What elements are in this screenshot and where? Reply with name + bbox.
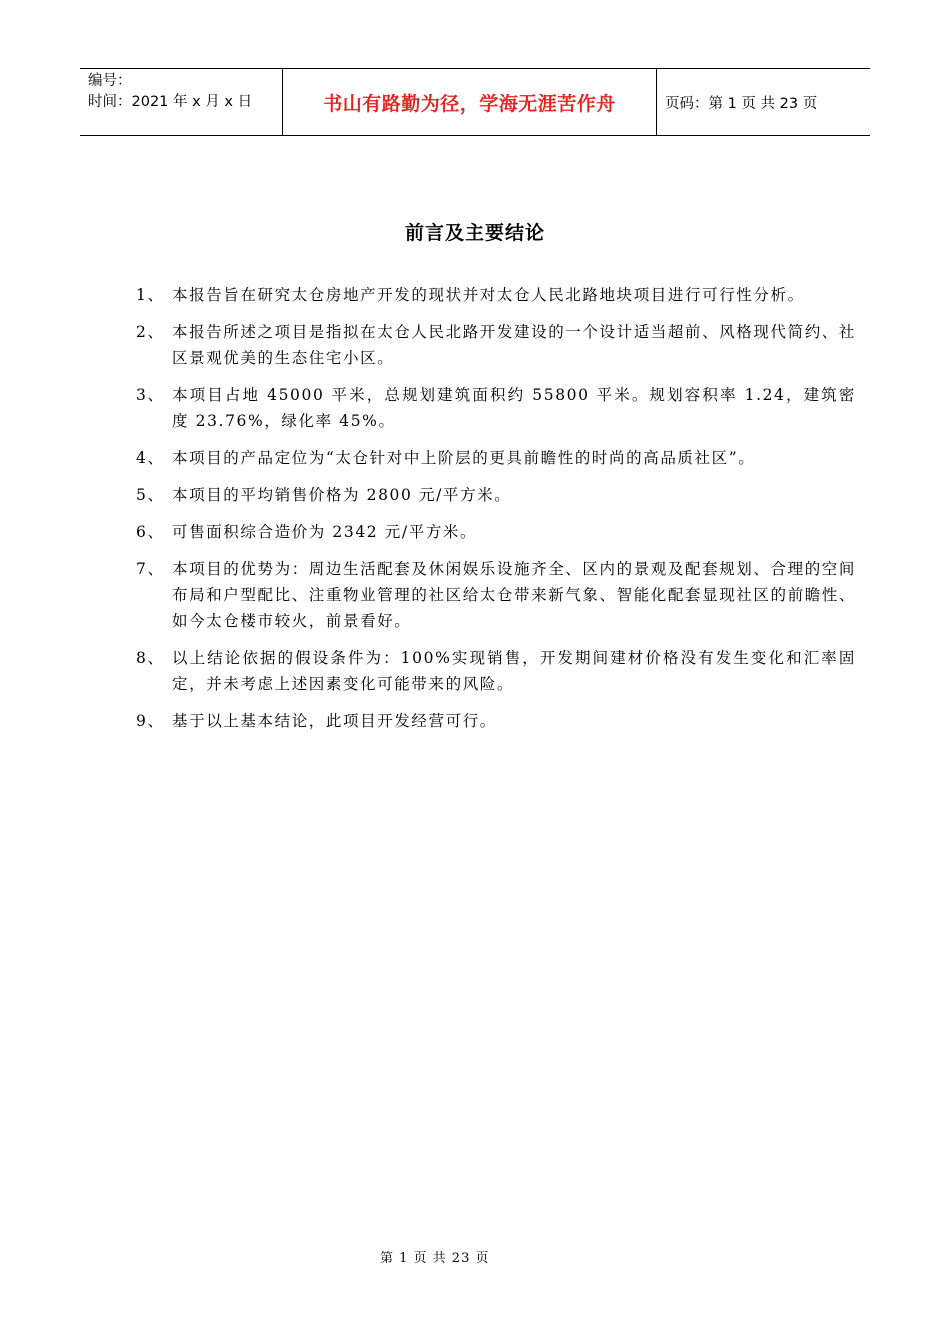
list-item-text: 本报告所述之项目是指拟在太仓人民北路开发建设的一个设计适当超前、风格现代简约、社区景观优美的生态住宅小区。: [172, 323, 857, 367]
list-item-number: 6、: [136, 523, 165, 541]
list-item: [136, 382, 856, 434]
list-item-text: 基于以上基本结论，此项目开发经营可行。: [172, 712, 497, 730]
list-item: [136, 645, 856, 697]
list-item-number: 4、: [136, 449, 165, 467]
date-label: 时间：2021 年 x 月 x 日: [88, 94, 253, 110]
conclusion-list: [136, 282, 856, 745]
list-item-number: 9、: [136, 712, 165, 730]
list-item-number: 7、: [136, 560, 165, 578]
page-title: 前言及主要结论: [404, 222, 545, 244]
list-item: [136, 556, 856, 634]
header-meta: [80, 69, 282, 135]
header-page-info: 页码：第 1 页 共 23 页: [665, 95, 818, 112]
list-item: [136, 445, 856, 471]
list-item: [136, 482, 856, 508]
list-item-text: 以上结论依据的假设条件为：100%实现销售，开发期间建材价格没有发生变化和汇率固定，并未考虑上述因素变化可能带来的风险。: [172, 649, 856, 693]
list-item-text: 本项目的优势为：周边生活配套及休闲娱乐设施齐全、区内的景观及配套规划、合理的空间布局和户型配比、注重物业管理的社区给太仓带来新气象、智能化配套显现社区的前瞻性、如今太仓楼市较火，前景看好。: [172, 560, 857, 630]
list-item: [136, 708, 856, 734]
page-header: [80, 68, 870, 136]
list-item-text: 本项目的平均销售价格为 2800 元/平方米。: [172, 486, 512, 504]
header-motto: 书山有路勤为径，学海无涯苦作舟: [282, 69, 657, 135]
list-item-number: 1、: [136, 286, 165, 304]
list-item-text: 本项目的产品定位为“太仓针对中上阶层的更具前瞻性的时尚的高品质社区”。: [172, 449, 756, 467]
list-item: [136, 319, 856, 371]
list-item-number: 3、: [136, 386, 165, 404]
list-item-number: 8、: [136, 649, 165, 667]
list-item-text: 可售面积综合造价为 2342 元/平方米。: [172, 523, 478, 541]
list-item-text: 本项目占地 45000 平米，总规划建筑面积约 55800 平米。规划容积率 1.24，建筑密度 23.76%，绿化率 45%。: [172, 386, 856, 430]
list-item: [136, 282, 856, 308]
list-item-text: 本报告旨在研究太仓房地产开发的现状并对太仓人民北路地块项目进行可行性分析。: [172, 286, 805, 304]
page-footer: 第 1 页 共 23 页: [380, 1251, 490, 1266]
list-item: [136, 519, 856, 545]
serial-number-label: 编号：: [88, 73, 132, 89]
list-item-number: 5、: [136, 486, 165, 504]
list-item-number: 2、: [136, 323, 165, 341]
